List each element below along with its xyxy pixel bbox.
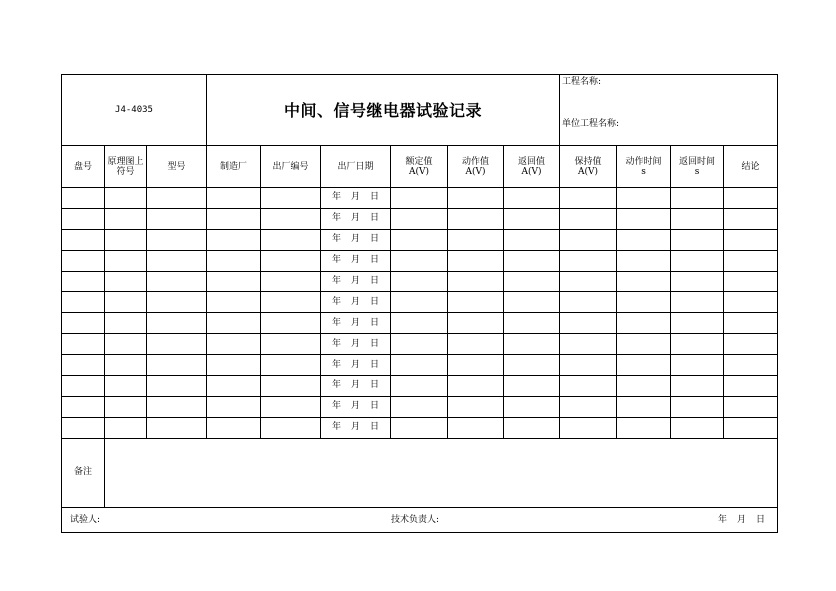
table-cell[interactable] [261, 229, 321, 250]
table-cell[interactable] [617, 208, 671, 229]
table-cell[interactable] [207, 417, 261, 438]
table-cell[interactable] [105, 376, 147, 397]
table-cell[interactable] [62, 250, 105, 271]
column-header [560, 146, 617, 188]
table-cell[interactable] [62, 208, 105, 229]
date-cell[interactable] [321, 396, 391, 417]
table-cell[interactable] [207, 334, 261, 355]
table-cell[interactable] [504, 417, 560, 438]
table-cell[interactable] [62, 229, 105, 250]
table-cell[interactable] [504, 396, 560, 417]
table-cell[interactable] [724, 396, 778, 417]
table-cell[interactable] [261, 355, 321, 376]
table-cell[interactable] [671, 396, 724, 417]
table-cell[interactable] [391, 229, 448, 250]
project-info [560, 75, 778, 146]
table-cell[interactable] [207, 271, 261, 292]
column-header-line1: 保持值 [574, 156, 602, 167]
date-day-label: 日 [369, 192, 379, 203]
date-day-label: 日 [369, 338, 379, 349]
table-cell[interactable] [147, 229, 207, 250]
date-day-label: 日 [369, 213, 379, 224]
table-cell[interactable] [724, 271, 778, 292]
date-day-label: 日 [369, 359, 379, 370]
table-cell[interactable] [147, 355, 207, 376]
table-cell[interactable] [261, 188, 321, 209]
table-cell[interactable] [261, 334, 321, 355]
table-cell[interactable] [147, 250, 207, 271]
table-cell[interactable] [105, 355, 147, 376]
table-cell[interactable] [207, 229, 261, 250]
sign-date [708, 515, 765, 526]
signature-cell [62, 507, 778, 532]
column-header [321, 146, 391, 188]
record-sheet [61, 74, 778, 533]
column-header [62, 146, 105, 188]
table-cell[interactable] [560, 417, 617, 438]
table-cell[interactable] [671, 188, 724, 209]
date-day-label: 日 [369, 422, 379, 433]
date-year-label: 年 [331, 234, 341, 245]
column-header [724, 146, 778, 188]
date-month-label: 月 [350, 359, 360, 370]
tech-lead-label: 技术负责人: [391, 514, 440, 525]
date-month-label: 月 [350, 213, 360, 224]
column-header-line1: 动作值 [461, 156, 489, 167]
column-header [671, 146, 724, 188]
date-year-label: 年 [331, 317, 341, 328]
date-month-label: 月 [350, 276, 360, 286]
table-cell[interactable] [617, 417, 671, 438]
table-cell[interactable] [147, 208, 207, 229]
table-row [62, 355, 778, 376]
table-cell[interactable] [671, 313, 724, 334]
table-row [62, 396, 778, 417]
table-cell[interactable] [560, 292, 617, 313]
date-year-label: 年 [331, 276, 341, 286]
column-header-line1: 型号 [167, 161, 186, 172]
table-cell[interactable] [504, 188, 560, 209]
date-cell[interactable] [321, 417, 391, 438]
table-cell[interactable] [671, 229, 724, 250]
column-header-line2: A(V) [408, 166, 430, 177]
table-cell[interactable] [560, 271, 617, 292]
table-cell[interactable] [617, 313, 671, 334]
table-cell[interactable] [207, 250, 261, 271]
table-cell[interactable] [504, 229, 560, 250]
table-row [62, 271, 778, 292]
column-header-row [62, 146, 778, 188]
table-cell[interactable] [504, 313, 560, 334]
date-month-label: 月 [350, 401, 360, 412]
table-cell[interactable] [147, 396, 207, 417]
table-row [62, 208, 778, 229]
table-cell[interactable] [147, 334, 207, 355]
column-header [105, 146, 147, 188]
column-header-line1: 结论 [741, 161, 760, 172]
date-cell[interactable] [321, 292, 391, 313]
table-cell[interactable] [671, 250, 724, 271]
table-cell[interactable] [617, 188, 671, 209]
date-cell[interactable] [321, 355, 391, 376]
table-cell[interactable] [391, 334, 448, 355]
table-cell[interactable] [261, 292, 321, 313]
date-cell[interactable] [321, 188, 391, 209]
remarks-row [62, 438, 778, 507]
table-cell[interactable] [62, 271, 105, 292]
date-month-label: 月 [350, 192, 360, 203]
table-cell[interactable] [105, 229, 147, 250]
date-year-label: 年 [331, 359, 341, 370]
remarks-label: 备注 [62, 438, 105, 507]
date-month-label: 月 [350, 338, 360, 349]
column-header-line1: 返回时间 [678, 156, 715, 167]
table-cell[interactable] [560, 313, 617, 334]
table-cell[interactable] [724, 229, 778, 250]
table-cell[interactable] [391, 292, 448, 313]
table-cell[interactable] [504, 208, 560, 229]
table-cell[interactable] [448, 396, 504, 417]
date-day-label: 日 [369, 255, 379, 266]
table-cell[interactable] [671, 271, 724, 292]
table-cell[interactable] [560, 355, 617, 376]
table-cell[interactable] [724, 376, 778, 397]
table-cell[interactable] [560, 376, 617, 397]
table-cell[interactable] [617, 271, 671, 292]
date-year-label: 年 [331, 401, 341, 412]
table-cell[interactable] [391, 417, 448, 438]
table-cell[interactable] [724, 208, 778, 229]
column-header [147, 146, 207, 188]
table-cell[interactable] [105, 292, 147, 313]
table-cell[interactable] [147, 313, 207, 334]
table-cell[interactable] [724, 355, 778, 376]
date-month-label: 月 [350, 234, 360, 245]
table-cell[interactable] [62, 376, 105, 397]
date-year-label: 年 [331, 255, 341, 266]
table-cell[interactable] [617, 355, 671, 376]
table-row [62, 229, 778, 250]
table-cell[interactable] [147, 188, 207, 209]
date-month-label: 月 [350, 317, 360, 328]
table-cell[interactable] [105, 208, 147, 229]
table-cell[interactable] [560, 188, 617, 209]
column-header-line1: 出厂编号 [272, 161, 309, 172]
table-cell[interactable] [261, 417, 321, 438]
table-cell[interactable] [504, 334, 560, 355]
date-month-label: 月 [350, 255, 360, 266]
column-header-line2: s [694, 166, 700, 177]
table-cell[interactable] [105, 313, 147, 334]
table-cell[interactable] [560, 229, 617, 250]
table-cell[interactable] [448, 208, 504, 229]
table-cell[interactable] [504, 355, 560, 376]
table-cell[interactable] [261, 208, 321, 229]
table-cell[interactable] [391, 250, 448, 271]
table-cell[interactable] [448, 188, 504, 209]
date-day-label: 日 [369, 276, 379, 286]
table-row [62, 313, 778, 334]
table-cell[interactable] [261, 271, 321, 292]
table-cell[interactable] [207, 292, 261, 313]
table-cell[interactable] [105, 271, 147, 292]
table-cell[interactable] [391, 271, 448, 292]
date-year-label: 年 [331, 192, 341, 203]
date-year-label: 年 [331, 338, 341, 349]
date-year-label: 年 [331, 422, 341, 433]
table-row [62, 188, 778, 209]
table-cell[interactable] [62, 292, 105, 313]
column-header-line2: 符号 [116, 166, 135, 177]
sign-date-day: 日 [755, 514, 765, 525]
date-year-label: 年 [331, 296, 341, 307]
table-cell[interactable] [207, 313, 261, 334]
form-code: J4-4035 [62, 75, 207, 146]
table-cell[interactable] [617, 376, 671, 397]
date-month-label: 月 [350, 296, 360, 307]
table-cell[interactable] [105, 334, 147, 355]
table-cell[interactable] [448, 313, 504, 334]
table-cell[interactable] [391, 313, 448, 334]
table-cell[interactable] [62, 355, 105, 376]
unit-project-name-label: 单位工程名称: [562, 119, 620, 129]
table-cell[interactable] [391, 355, 448, 376]
table-cell[interactable] [504, 271, 560, 292]
date-cell[interactable] [321, 313, 391, 334]
table-cell[interactable] [448, 250, 504, 271]
date-cell[interactable] [321, 229, 391, 250]
column-header-line1: 出厂日期 [337, 161, 374, 172]
table-cell[interactable] [671, 208, 724, 229]
tester-label: 试验人: [70, 514, 101, 525]
column-header-line1: 盘号 [73, 161, 92, 172]
table-cell[interactable] [504, 376, 560, 397]
table-cell[interactable] [724, 292, 778, 313]
column-header-line1: 制造厂 [219, 161, 247, 172]
date-cell[interactable] [321, 376, 391, 397]
table-cell[interactable] [147, 417, 207, 438]
table-cell[interactable] [261, 396, 321, 417]
column-header-line1: 原理图上 [107, 156, 144, 167]
title-row [62, 75, 778, 146]
table-cell[interactable] [261, 250, 321, 271]
table-cell[interactable] [448, 334, 504, 355]
table-cell[interactable] [724, 313, 778, 334]
date-day-label: 日 [369, 401, 379, 412]
table-cell[interactable] [617, 334, 671, 355]
table-cell[interactable] [62, 188, 105, 209]
table-cell[interactable] [105, 188, 147, 209]
table-cell[interactable] [448, 355, 504, 376]
table-row [62, 417, 778, 438]
table-cell[interactable] [391, 396, 448, 417]
table-cell[interactable] [147, 271, 207, 292]
table-cell[interactable] [617, 396, 671, 417]
column-header [391, 146, 448, 188]
project-name-label: 工程名称: [562, 77, 602, 87]
date-cell[interactable] [321, 250, 391, 271]
table-cell[interactable] [147, 292, 207, 313]
table-cell[interactable] [261, 376, 321, 397]
table-cell[interactable] [671, 376, 724, 397]
column-header-line1: 额定值 [405, 156, 433, 167]
table-cell[interactable] [448, 292, 504, 313]
date-day-label: 日 [369, 380, 379, 391]
column-header [448, 146, 504, 188]
record-table [61, 74, 778, 533]
table-cell[interactable] [207, 355, 261, 376]
date-day-label: 日 [369, 234, 379, 245]
date-cell[interactable] [321, 271, 391, 292]
table-cell[interactable] [207, 208, 261, 229]
table-cell[interactable] [105, 417, 147, 438]
sign-date-year: 年 [717, 514, 727, 525]
table-cell[interactable] [560, 208, 617, 229]
column-header [207, 146, 261, 188]
date-year-label: 年 [331, 213, 341, 224]
signature-row [62, 507, 778, 532]
table-cell[interactable] [391, 376, 448, 397]
column-header-line2: A(V) [465, 166, 486, 177]
table-cell[interactable] [724, 334, 778, 355]
table-cell[interactable] [391, 188, 448, 209]
table-cell[interactable] [560, 396, 617, 417]
date-cell[interactable] [321, 208, 391, 229]
table-cell[interactable] [504, 250, 560, 271]
table-cell[interactable] [391, 208, 448, 229]
table-row [62, 292, 778, 313]
table-cell[interactable] [448, 271, 504, 292]
table-cell[interactable] [105, 250, 147, 271]
table-cell[interactable] [207, 188, 261, 209]
table-cell[interactable] [671, 334, 724, 355]
page-title: 中间、信号继电器试验记录 [207, 75, 560, 146]
table-cell[interactable] [671, 417, 724, 438]
date-day-label: 日 [369, 296, 379, 307]
table-cell[interactable] [617, 292, 671, 313]
table-row [62, 250, 778, 271]
table-row [62, 334, 778, 355]
date-day-label: 日 [369, 317, 379, 328]
table-cell[interactable] [207, 376, 261, 397]
column-header [261, 146, 321, 188]
column-header-line1: 动作时间 [625, 156, 662, 167]
date-month-label: 月 [350, 422, 360, 433]
table-cell[interactable] [671, 355, 724, 376]
sign-date-month: 月 [736, 514, 746, 525]
table-cell[interactable] [724, 250, 778, 271]
table-cell[interactable] [617, 250, 671, 271]
table-cell[interactable] [62, 313, 105, 334]
column-header-line1: 返回值 [517, 156, 545, 167]
table-cell[interactable] [671, 292, 724, 313]
table-cell[interactable] [617, 229, 671, 250]
table-cell[interactable] [62, 334, 105, 355]
table-cell[interactable] [207, 396, 261, 417]
date-cell[interactable] [321, 334, 391, 355]
table-cell[interactable] [105, 396, 147, 417]
column-header-line2: A(V) [577, 166, 599, 177]
column-header [617, 146, 671, 188]
column-header-line2: A(V) [521, 166, 542, 177]
table-cell[interactable] [560, 334, 617, 355]
column-header-line2: s [641, 166, 646, 177]
date-year-label: 年 [331, 380, 341, 391]
column-header [504, 146, 560, 188]
table-cell[interactable] [504, 292, 560, 313]
table-cell[interactable] [147, 376, 207, 397]
table-cell[interactable] [560, 250, 617, 271]
table-cell[interactable] [724, 417, 778, 438]
table-cell[interactable] [448, 376, 504, 397]
table-cell[interactable] [448, 417, 504, 438]
table-cell[interactable] [724, 188, 778, 209]
table-cell[interactable] [261, 313, 321, 334]
date-month-label: 月 [350, 380, 360, 391]
remarks-field[interactable] [105, 438, 778, 507]
table-cell[interactable] [62, 417, 105, 438]
table-row [62, 376, 778, 397]
table-cell[interactable] [448, 229, 504, 250]
table-cell[interactable] [62, 396, 105, 417]
